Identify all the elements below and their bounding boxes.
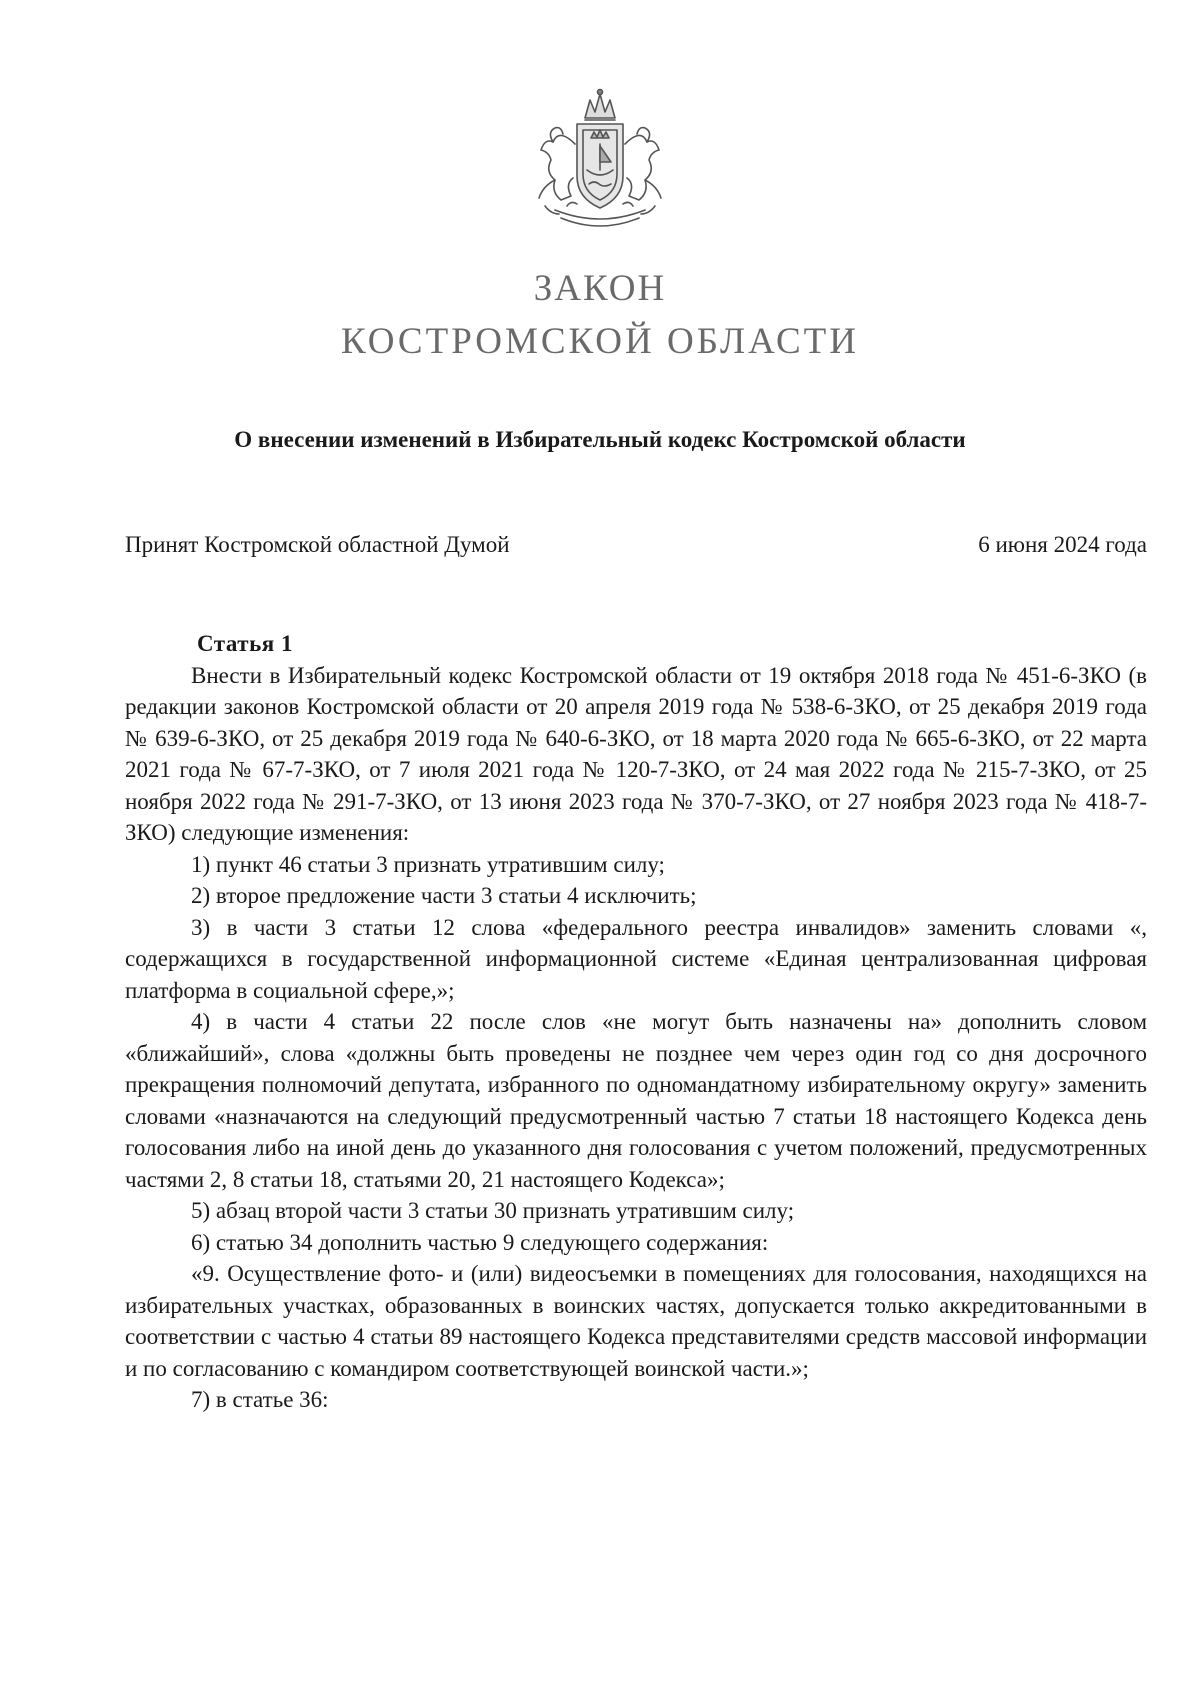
paragraph: 7) в статье 36: [191,1387,329,1412]
paragraph: 2) второе предложение части 3 статьи 4 исключить; [191,883,697,908]
paragraph: 5) абзац второй части 3 статьи 30 признать утратившим силу; [191,1198,795,1223]
paragraph: 3) в части 3 статьи 12 слова «федерального реестра инвалидов» заменить словами «, содержащихся в государственной информационной системе «Единая централизованная цифровая платформа в социальной сфере,»; [125,914,1147,1003]
coat-of-arms-icon [515,88,685,238]
paragraph: 1) пункт 46 статьи 3 признать утратившим силу; [191,851,665,877]
paragraph: «9. Осуществление фото- и (или) видеосъемки в помещениях для голосования, находящихся на избирательных участках, образованных в воинских частях, допускается только аккредитованными в соответствии с частью 4 статьи 89 настоящего Кодекса представителями средств массовой информации и по согласованию с командиром соответствующей воинской части.»; [125,1261,1147,1381]
paragraph: 6) статью 34 дополнить частью 9 следующего содержания: [191,1229,769,1255]
law-title-line1: ЗАКОН [533,268,667,309]
law-body [125,628,1147,1416]
adopted-date: 6 июня 2024 года [978,532,1147,557]
law-title-line2: КОСТРОМСКОЙ ОБЛАСТИ [340,321,859,362]
law-subject: О внесении изменений в Избирательный кодекс Костромской области [234,427,966,452]
paragraph: 4) в части 4 статьи 22 после слов «не могут быть назначены на» дополнить словом «ближайший», слова «должны быть проведены не позднее чем через один год со дня досрочного прекращения полномочий депутата, избранного по одномандатному избирательному округу» заменить словами «назначаются на следующий предусмотренный частью 7 статьи 18 настоящего Кодекса день голосования либо на иной день до указанного дня голосования с учетом положений, предусмотренных частями 2, 8 статьи 18, статьями 20, 21 настоящего Кодекса»; [125,1009,1147,1192]
adopted-by: Принят Костромской областной Думой [125,532,510,557]
paragraph: Внести в Избирательный кодекс Костромской области от 19 октября 2018 года № 451-6-ЗКО (в редакции законов Костромской области от 20 апреля 2019 года № 538-6-ЗКО, от 25 декабря 2019 года № 639-6-ЗКО, от 25 декабря 2019 года № 640-6-ЗКО, от 18 марта 2020 года № 665-6-ЗКО, от 22 марта 2021 года № 67-7-ЗКО, от 7 июля 2021 года № 120-7-ЗКО, от 24 мая 2022 года № 215-7-ЗКО, от 25 ноября 2022 года № 291-7-ЗКО, от 13 июня 2023 года № 370-7-ЗКО, от 27 ноября 2023 года № 418-7-ЗКО) следующие изменения: [125,662,1147,845]
article-heading: Статья 1 [197,631,293,656]
adoption-line [125,533,1147,556]
